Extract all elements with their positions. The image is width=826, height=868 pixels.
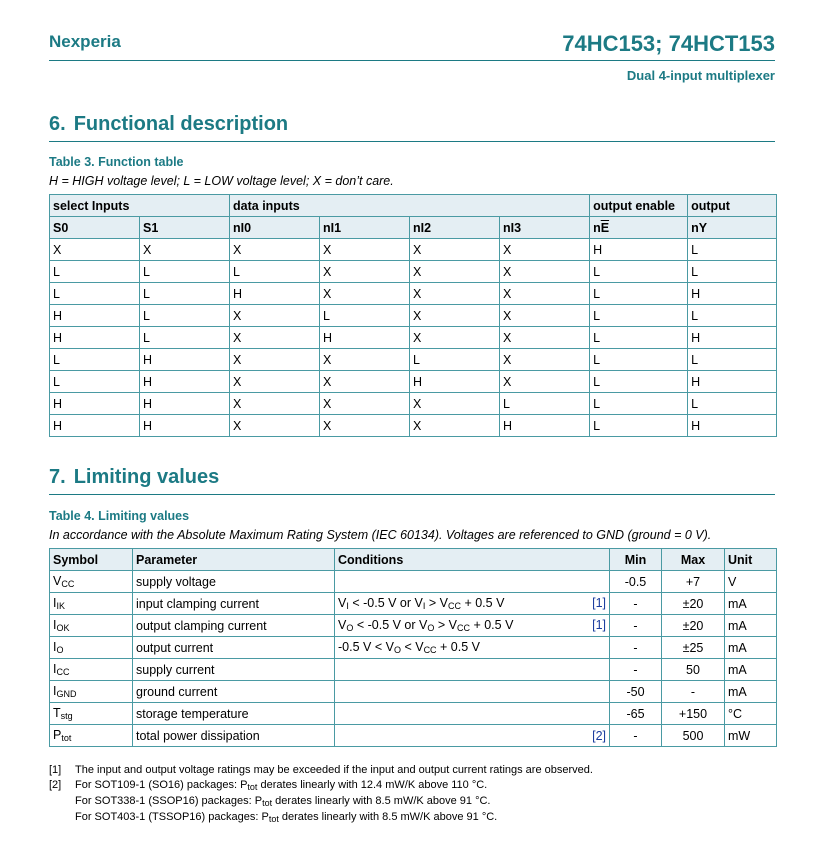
parameter-cell: input clamping current bbox=[133, 593, 335, 615]
section-6-heading bbox=[49, 113, 288, 136]
table-cell: H bbox=[140, 393, 230, 415]
table-cell: X bbox=[410, 283, 500, 305]
conditions-cell bbox=[335, 571, 610, 593]
document-subtitle: Dual 4-input multiplexer bbox=[626, 68, 775, 83]
table-cell: H bbox=[688, 327, 777, 349]
symbol-cell: $I_O$ bbox=[50, 637, 133, 659]
table-row bbox=[50, 261, 777, 283]
table-cell: X bbox=[230, 415, 320, 437]
limiting-values-table bbox=[49, 548, 777, 747]
table-3-caption: Table 3. Function table bbox=[49, 155, 184, 169]
parameter-cell: ground current bbox=[133, 681, 335, 703]
symbol-cell: $I_{GND}$ bbox=[50, 681, 133, 703]
col-s0: S0 bbox=[50, 217, 140, 239]
table-cell: H bbox=[140, 415, 230, 437]
table-cell: X bbox=[410, 415, 500, 437]
table-row bbox=[50, 239, 777, 261]
table-cell: L bbox=[140, 283, 230, 305]
conditions-cell: -0.5 $V < V_O < V_{CC} + 0.5$ V bbox=[335, 637, 610, 659]
table-cell: X bbox=[230, 327, 320, 349]
table-cell: X bbox=[500, 305, 590, 327]
table-cell: L bbox=[590, 415, 688, 437]
col-ni0: nI0 bbox=[230, 217, 320, 239]
min-cell: - bbox=[610, 615, 662, 637]
table-cell: L bbox=[590, 327, 688, 349]
table-cell: X bbox=[140, 239, 230, 261]
max-cell: 500 bbox=[662, 725, 725, 747]
header-rule bbox=[49, 60, 775, 61]
table-cell: X bbox=[500, 327, 590, 349]
footnote: [2] For SOT109-1 (SO16) packages: $P_{tot}$ derates linearly with 12.4 mW/K above 110 °C. bbox=[49, 779, 488, 792]
table-row bbox=[50, 637, 777, 659]
table-3-note: H = HIGH voltage level; L = LOW voltage level; X = don’t care. bbox=[49, 174, 394, 188]
section-7-number: 7. bbox=[49, 466, 66, 488]
table-cell: X bbox=[320, 393, 410, 415]
col-unit: Unit bbox=[725, 549, 777, 571]
table-cell: X bbox=[230, 239, 320, 261]
table-cell: X bbox=[410, 327, 500, 349]
min-cell: -50 bbox=[610, 681, 662, 703]
table-cell: L bbox=[500, 393, 590, 415]
conditions-cell bbox=[335, 659, 610, 681]
section-6-number: 6. bbox=[49, 113, 66, 135]
function-table bbox=[49, 194, 777, 437]
table-row bbox=[50, 703, 777, 725]
table-cell: X bbox=[50, 239, 140, 261]
table-cell: L bbox=[410, 349, 500, 371]
min-cell: -0.5 bbox=[610, 571, 662, 593]
table-cell: X bbox=[500, 239, 590, 261]
table-row bbox=[50, 593, 777, 615]
table-cell: H bbox=[688, 371, 777, 393]
footnote-ref-link[interactable]: [1] bbox=[592, 596, 606, 610]
table-cell: L bbox=[230, 261, 320, 283]
table-cell: H bbox=[500, 415, 590, 437]
table-row bbox=[50, 305, 777, 327]
parameter-cell: storage temperature bbox=[133, 703, 335, 725]
max-cell: - bbox=[662, 681, 725, 703]
table-cell: L bbox=[140, 327, 230, 349]
table-4-caption: Table 4. Limiting values bbox=[49, 509, 190, 523]
section-6-title: Functional description bbox=[73, 113, 289, 135]
symbol-cell: $V_{CC}$ bbox=[50, 571, 133, 593]
table-cell: L bbox=[140, 305, 230, 327]
parameter-cell: total power dissipation bbox=[133, 725, 335, 747]
max-cell: ±20 bbox=[662, 615, 725, 637]
parameter-cell: output clamping current bbox=[133, 615, 335, 637]
parameter-cell: supply current bbox=[133, 659, 335, 681]
table-cell: L bbox=[590, 393, 688, 415]
table-cell: X bbox=[500, 283, 590, 305]
max-cell: +7 bbox=[662, 571, 725, 593]
max-cell: ±25 bbox=[662, 637, 725, 659]
table-cell: H bbox=[50, 305, 140, 327]
table-cell: L bbox=[688, 305, 777, 327]
parameter-cell: supply voltage bbox=[133, 571, 335, 593]
table-cell: H bbox=[230, 283, 320, 305]
table-cell: X bbox=[230, 349, 320, 371]
symbol-cell: $T_{stg}$ bbox=[50, 703, 133, 725]
unit-cell: mW bbox=[725, 725, 777, 747]
table-cell: X bbox=[230, 393, 320, 415]
table-cell: H bbox=[688, 415, 777, 437]
col-ni1: nI1 bbox=[320, 217, 410, 239]
unit-cell: mA bbox=[725, 637, 777, 659]
table-cell: L bbox=[50, 283, 140, 305]
table-cell: X bbox=[320, 371, 410, 393]
col-ni3: nI3 bbox=[500, 217, 590, 239]
company-name: Nexperia bbox=[49, 32, 121, 51]
table-row bbox=[50, 327, 777, 349]
max-cell: ±20 bbox=[662, 593, 725, 615]
section-7-title: Limiting values bbox=[73, 466, 220, 488]
part-number: 74HC153; 74HCT153 bbox=[562, 31, 775, 56]
footnote: For SOT403-1 (TSSOP16) packages: $P_{tot}$ derates linearly with 8.5 mW/K above 91 °C. bbox=[75, 811, 498, 824]
symbol-cell: $I_{IK}$ bbox=[50, 593, 133, 615]
table-cell: H bbox=[50, 415, 140, 437]
table-cell: L bbox=[320, 305, 410, 327]
group-output: output bbox=[688, 195, 777, 217]
table-cell: X bbox=[320, 349, 410, 371]
table-row bbox=[50, 615, 777, 637]
table-cell: X bbox=[320, 261, 410, 283]
table-row bbox=[50, 415, 777, 437]
max-cell: +150 bbox=[662, 703, 725, 725]
footnote: [1] The input and output voltage ratings may be exceeded if the input and output current ratings are observed. bbox=[49, 764, 593, 776]
section-7-heading bbox=[49, 466, 219, 489]
unit-cell: mA bbox=[725, 615, 777, 637]
table-cell: H bbox=[410, 371, 500, 393]
table-cell: L bbox=[50, 261, 140, 283]
table-cell: H bbox=[50, 393, 140, 415]
table-cell: H bbox=[140, 349, 230, 371]
unit-cell: mA bbox=[725, 659, 777, 681]
conditions-cell: [1] $V_O < -0.5$ V or $V_O > V_{CC} + 0.5$ V bbox=[335, 615, 610, 637]
col-s1: S1 bbox=[140, 217, 230, 239]
col-ny: nY bbox=[688, 217, 777, 239]
table-cell: L bbox=[590, 349, 688, 371]
table-cell: H bbox=[590, 239, 688, 261]
table-cell: X bbox=[320, 283, 410, 305]
table-cell: X bbox=[230, 371, 320, 393]
conditions-cell bbox=[335, 725, 610, 747]
unit-cell: mA bbox=[725, 593, 777, 615]
min-cell: - bbox=[610, 593, 662, 615]
table-4-note: In accordance with the Absolute Maximum Rating System (IEC 60134). Voltages are referenced to GND (ground = 0 V). bbox=[49, 528, 712, 542]
table-cell: H bbox=[50, 327, 140, 349]
group-output-enable: output enable bbox=[590, 195, 688, 217]
col-ne: $n\overline{E}$ bbox=[590, 217, 688, 239]
symbol-cell: $I_{OK}$ bbox=[50, 615, 133, 637]
table-cell: H bbox=[140, 371, 230, 393]
col-symbol: Symbol bbox=[50, 549, 133, 571]
table-cell: L bbox=[590, 371, 688, 393]
table-cell: L bbox=[688, 393, 777, 415]
table-cell: L bbox=[590, 305, 688, 327]
table-row bbox=[50, 349, 777, 371]
table-row bbox=[50, 371, 777, 393]
table-cell: X bbox=[500, 261, 590, 283]
table-cell: X bbox=[230, 305, 320, 327]
table-cell: H bbox=[688, 283, 777, 305]
symbol-cell: $I_{CC}$ bbox=[50, 659, 133, 681]
col-ni2: nI2 bbox=[410, 217, 500, 239]
footnote: For SOT338-1 (SSOP16) packages: $P_{tot}$ derates linearly with 8.5 mW/K above 91 °C. bbox=[75, 795, 491, 808]
unit-cell: °C bbox=[725, 703, 777, 725]
table-cell: X bbox=[410, 261, 500, 283]
group-select-inputs: select Inputs bbox=[50, 195, 230, 217]
table-cell: L bbox=[140, 261, 230, 283]
group-data-inputs: data inputs bbox=[230, 195, 590, 217]
table-cell: X bbox=[500, 371, 590, 393]
table-row bbox=[50, 725, 777, 747]
table-row bbox=[50, 681, 777, 703]
min-cell: - bbox=[610, 659, 662, 681]
table-cell: L bbox=[50, 371, 140, 393]
table-cell: L bbox=[688, 239, 777, 261]
conditions-cell bbox=[335, 703, 610, 725]
table-cell: L bbox=[50, 349, 140, 371]
conditions-cell: [1] $V_I < -0.5$ V or $V_I > V_{CC} + 0.5$ V bbox=[335, 593, 610, 615]
section-6-rule bbox=[49, 141, 775, 142]
table-cell: H bbox=[320, 327, 410, 349]
table-row bbox=[50, 283, 777, 305]
col-min: Min bbox=[610, 549, 662, 571]
section-7-rule bbox=[49, 494, 775, 495]
min-cell: -65 bbox=[610, 703, 662, 725]
unit-cell: V bbox=[725, 571, 777, 593]
table-cell: X bbox=[410, 239, 500, 261]
col-max: Max bbox=[662, 549, 725, 571]
max-cell: 50 bbox=[662, 659, 725, 681]
symbol-cell: $P_{tot}$ bbox=[50, 725, 133, 747]
table-cell: X bbox=[320, 239, 410, 261]
table-row bbox=[50, 659, 777, 681]
footnote-ref-link[interactable]: [1] bbox=[592, 618, 606, 632]
table-cell: L bbox=[688, 349, 777, 371]
footnote-ref-link[interactable]: [2] bbox=[592, 728, 606, 743]
min-cell: - bbox=[610, 637, 662, 659]
table-cell: X bbox=[410, 305, 500, 327]
table-cell: L bbox=[590, 283, 688, 305]
table-row bbox=[50, 571, 777, 593]
table-cell: X bbox=[320, 415, 410, 437]
col-conditions: Conditions bbox=[335, 549, 610, 571]
parameter-cell: output current bbox=[133, 637, 335, 659]
table-cell: X bbox=[410, 393, 500, 415]
table-row bbox=[50, 393, 777, 415]
table-cell: X bbox=[500, 349, 590, 371]
table-cell: L bbox=[590, 261, 688, 283]
conditions-cell bbox=[335, 681, 610, 703]
table-cell: L bbox=[688, 261, 777, 283]
col-parameter: Parameter bbox=[133, 549, 335, 571]
unit-cell: mA bbox=[725, 681, 777, 703]
min-cell: - bbox=[610, 725, 662, 747]
